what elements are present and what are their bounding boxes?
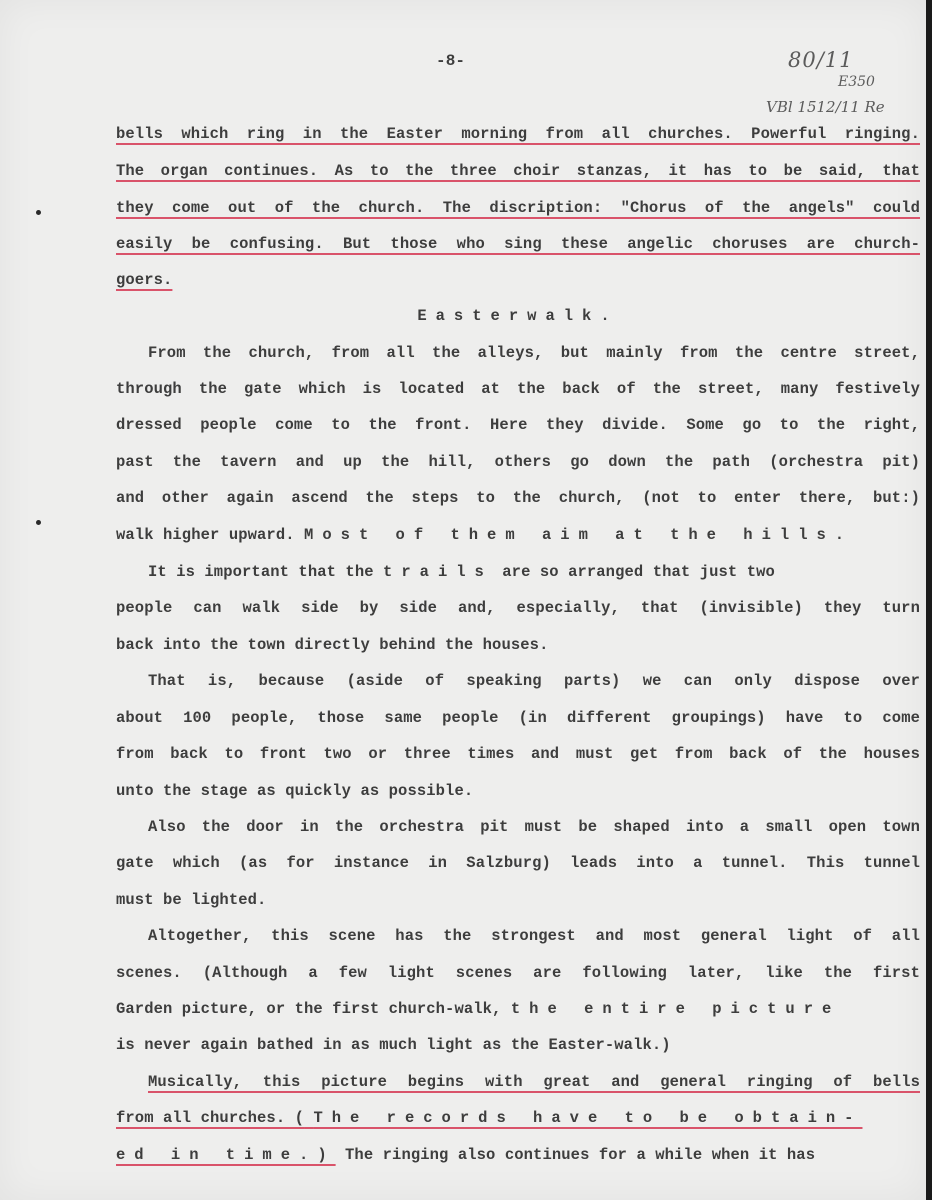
text-line xyxy=(116,1106,862,1130)
handwritten-annotation-reference: VBl 1512/11 Re xyxy=(766,98,885,116)
section-heading-text: Easterwalk. xyxy=(417,307,619,325)
text-line xyxy=(116,997,840,1021)
handwritten-annotation-archive-number: 80/11 xyxy=(788,48,854,72)
text-line: gate which (as for instance in Salzburg) leads into a tunnel. This tunnel xyxy=(116,854,920,872)
punch-hole-mark-bottom xyxy=(36,520,41,525)
text-line: scenes. (Although a few light scenes are following later, like the first xyxy=(116,964,920,982)
text-segment: are so arranged that just two xyxy=(502,563,775,581)
text-line: From the church, from all the alleys, but mainly from the centre street, xyxy=(148,344,920,362)
handwritten-annotation-code: E350 xyxy=(838,74,875,90)
text-line xyxy=(148,560,775,584)
text-segment: walk higher upward. xyxy=(116,526,295,544)
text-segment: It is important that the xyxy=(148,563,374,581)
text-line: back into the town directly behind the houses. xyxy=(116,636,549,654)
spaced-emphasis: the entire picture xyxy=(510,1000,841,1018)
text-line: must be lighted. xyxy=(116,891,267,909)
spaced-emphasis: ed in time.) xyxy=(116,1146,336,1164)
text-line: from back to front two or three times and must get from back of the houses xyxy=(116,745,920,763)
text-line: dressed people come to the front. Here they divide. Some go to the right, xyxy=(116,416,920,434)
text-line: through the gate which is located at the back of the street, many festively xyxy=(116,380,920,398)
text-line: The organ continues. As to the three choir stanzas, it has to be said, that xyxy=(116,162,920,180)
text-line: people can walk side by side and, especially, that (invisible) they turn xyxy=(116,599,920,617)
text-line: they come out of the church. The discription: "Chorus of the angels" could xyxy=(116,199,920,217)
text-line: about 100 people, those same people (in different groupings) have to come xyxy=(116,709,920,727)
text-line: past the tavern and up the hill, others go down the path (orchestra pit) xyxy=(116,453,920,471)
text-line xyxy=(116,1143,815,1167)
text-line: Also the door in the orchestra pit must be shaped into a small open town xyxy=(148,818,920,836)
spaced-emphasis: Most of them aim at the hills. xyxy=(304,526,854,544)
spaced-emphasis: trails xyxy=(383,563,493,581)
text-line: That is, because (aside of speaking parts) we can only dispose over xyxy=(148,672,920,690)
text-line: unto the stage as quickly as possible. xyxy=(116,782,474,800)
text-line: goers. xyxy=(116,271,173,289)
section-heading xyxy=(116,304,920,328)
punch-hole-mark-top xyxy=(36,210,41,215)
text-line: easily be confusing. But those who sing these angelic choruses are church- xyxy=(116,235,920,253)
text-line: and other again ascend the steps to the church, (not to enter there, but:) xyxy=(116,489,920,507)
text-line: bells which ring in the Easter morning from all churches. Powerful ringing. xyxy=(116,125,920,143)
text-segment: The ringing also continues for a while when it has xyxy=(345,1146,816,1164)
text-segment: from all churches. ( xyxy=(116,1109,305,1127)
spaced-emphasis: The records have to be obtain- xyxy=(313,1109,863,1127)
page-number: -8- xyxy=(436,52,466,70)
text-line: is never again bathed in as much light as the Easter-walk.) xyxy=(116,1036,671,1054)
text-line: Musically, this picture begins with great and general ringing of bells xyxy=(148,1073,920,1091)
text-line: Altogether, this scene has the strongest and most general light of all xyxy=(148,927,920,945)
text-line xyxy=(116,523,853,547)
text-segment: Garden picture, or the first church-walk, xyxy=(116,1000,502,1018)
